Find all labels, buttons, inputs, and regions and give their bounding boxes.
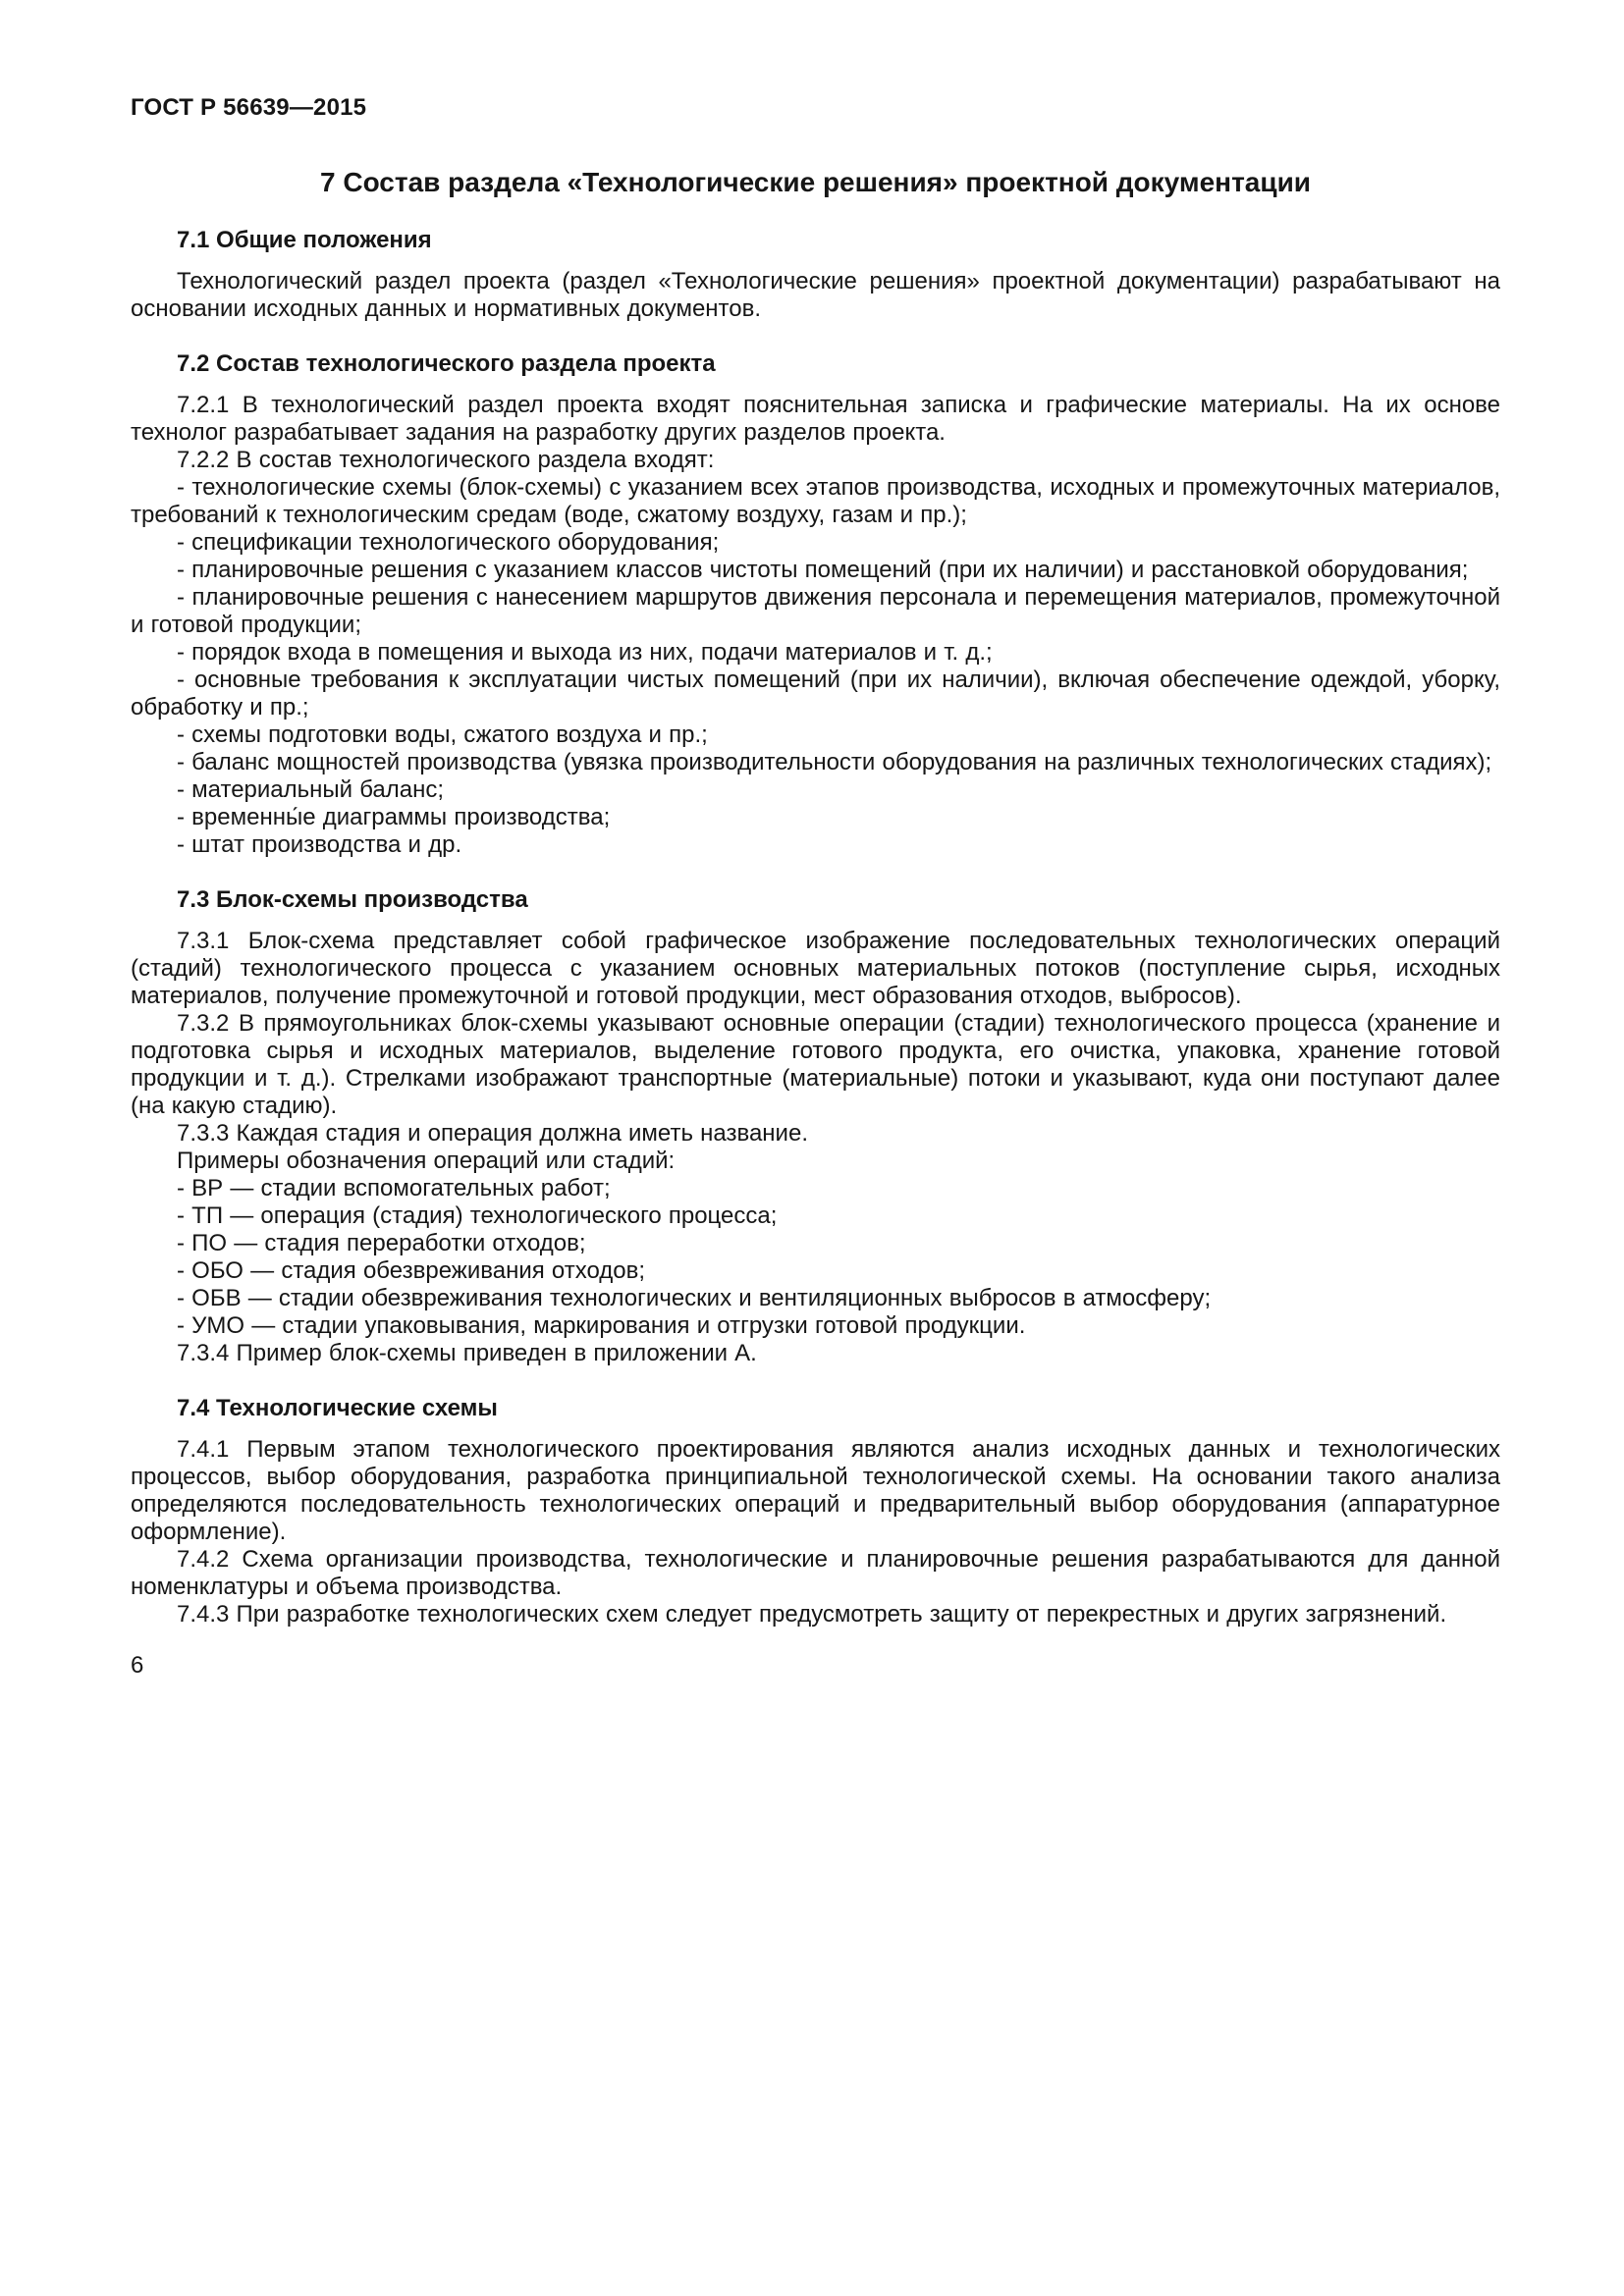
list-item: - схемы подготовки воды, сжатого воздуха и пр.;	[177, 721, 708, 748]
list-item: - баланс мощностей производства (увязка производительности оборудования на различных технологических стадиях);	[177, 749, 1492, 775]
paragraph: Примеры обозначения операций или стадий:	[177, 1148, 676, 1174]
list-item: - штат производства и др.	[177, 831, 462, 858]
list-item: - ВР — стадии вспомогательных работ;	[177, 1175, 611, 1201]
paragraph: 7.3.1 Блок-схема представляет собой графическое изображение последовательных технологических операций (стадий) технологического процесса с указанием основных материальных потоков (поступление сырья, исходных материалов, получение промежуточной и готовой продукции, мест образования отходов, выбросов).	[131, 928, 1500, 1009]
section-title: 7 Состав раздела «Технологические решения» проектной документации	[320, 167, 1311, 197]
list-item: - технологические схемы (блок-схемы) с указанием всех этапов производства, исходных и промежуточных материалов, требований к технологическим средам (воде, сжатому воздуху, газам и пр.);	[131, 474, 1500, 528]
paragraph: 7.2.1 В технологический раздел проекта входят пояснительная записка и графические материалы. На их основе технолог разрабатывает задания на разработку других разделов проекта.	[131, 392, 1500, 446]
list-item: - ОБВ — стадии обезвреживания технологических и вентиляционных выбросов в атмосферу;	[177, 1285, 1212, 1311]
list-item: - УМО — стадии упаковывания, маркирования и отгрузки готовой продукции.	[177, 1312, 1026, 1339]
page-number: 6	[131, 1652, 144, 1679]
section-heading: 7.3 Блок-схемы производства	[177, 886, 528, 913]
list-item: - порядок входа в помещения и выхода из них, подачи материалов и т. д.;	[177, 639, 993, 666]
section-heading: 7.1 Общие положения	[177, 227, 432, 253]
paragraph: 7.4.1 Первым этапом технологического проектирования являются анализ исходных данных и технологических процессов, выбор оборудования, разработка принципиальной технологической схемы. На основании такого анализа определяются последовательность технологических операций и предварительный выбор оборудования (аппаратурное оформление).	[131, 1436, 1500, 1545]
paragraph: 7.3.4 Пример блок-схемы приведен в приложении А.	[177, 1340, 757, 1366]
list-item: - ПО — стадия переработки отходов;	[177, 1230, 586, 1256]
document-body	[131, 227, 1500, 1629]
paragraph: 7.4.3 При разработке технологических схем следует предусмотреть защиту от перекрестных и других загрязнений.	[177, 1601, 1447, 1628]
paragraph: 7.4.2 Схема организации производства, технологические и планировочные решения разрабатываются для данной номенклатуры и объема производства.	[131, 1546, 1500, 1600]
paragraph: 7.3.3 Каждая стадия и операция должна иметь название.	[177, 1120, 808, 1147]
list-item: - основные требования к эксплуатации чистых помещений (при их наличии), включая обеспечение одеждой, уборку, обработку и пр.;	[131, 667, 1500, 721]
list-item: - планировочные решения с указанием классов чистоты помещений (при их наличии) и расстановкой оборудования;	[177, 557, 1469, 583]
paragraph: 7.2.2 В состав технологического раздела входят:	[177, 447, 715, 473]
list-item: - планировочные решения с нанесением маршрутов движения персонала и перемещения материалов, промежуточной и готовой продукции;	[131, 584, 1500, 638]
list-item: - спецификации технологического оборудования;	[177, 529, 720, 556]
section-heading: 7.4 Технологические схемы	[177, 1395, 498, 1421]
list-item: - ТП — операция (стадия) технологического процесса;	[177, 1202, 778, 1229]
list-item: - материальный баланс;	[177, 776, 445, 803]
paragraph: 7.3.2 В прямоугольниках блок-схемы указывают основные операции (стадии) технологического процесса (хранение и подготовка сырья и исходных материалов, выделение готового продукта, его очистка, упаковка, хранение готовой продукции и т. д.). Стрелками изображают транспортные (материальные) потоки и указывают, куда они поступают далее (на какую стадию).	[131, 1010, 1500, 1119]
paragraph: Технологический раздел проекта (раздел «Технологические решения» проектной документации) разрабатывают на основании исходных данных и нормативных документов.	[131, 268, 1500, 322]
list-item: - временны́е диаграммы производства;	[177, 804, 611, 830]
list-item: - ОБО — стадия обезвреживания отходов;	[177, 1257, 646, 1284]
running-header: ГОСТ Р 56639—2015	[131, 94, 367, 121]
section-heading: 7.2 Состав технологического раздела проекта	[177, 350, 716, 377]
